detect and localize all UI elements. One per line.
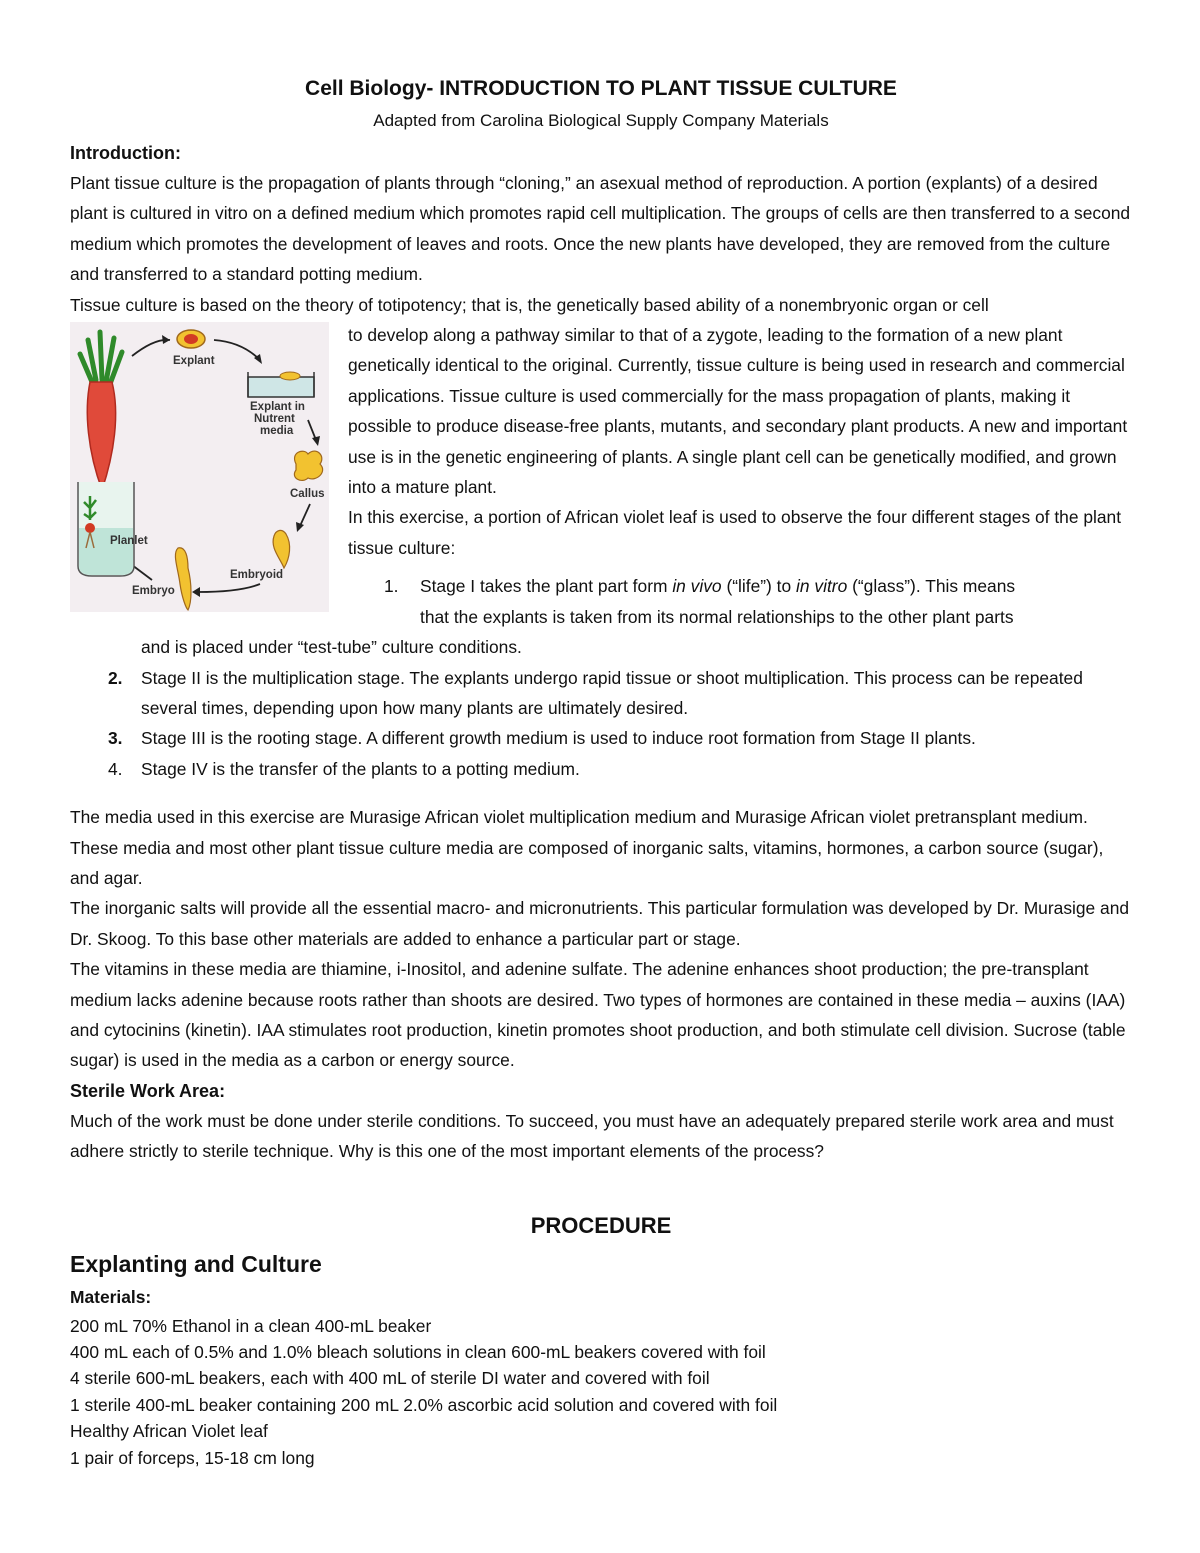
stage-number: 1. — [384, 576, 399, 597]
label-nutrient-1: Explant in — [250, 401, 305, 414]
intro-heading: Introduction: — [70, 143, 181, 163]
material-item: 4 sterile 600-mL beakers, each with 400 mL of sterile DI water and covered with foil — [70, 1368, 710, 1389]
material-item: Healthy African Violet leaf — [70, 1421, 268, 1442]
tissue-culture-cycle-figure — [70, 322, 329, 612]
callus-icon — [294, 451, 322, 480]
intro-paragraph-2-lead: Tissue culture is based on the theory of totipotency; that is, the genetically based ability of a nonembryonic organ or cell — [70, 294, 989, 315]
label-nutrient-2: Nutrent — [254, 413, 295, 426]
stage-number: 2. — [108, 667, 123, 688]
svg-text:Explant in Nutrent — [250, 401, 308, 437]
stage-number: 3. — [108, 728, 123, 749]
stage-item-2: 2. Stage II is the multiplication stage. The explants undergo rapid tissue or shoot multiplication. This process can be repeated several times, depending upon how many plants are ultimately desired. — [70, 663, 1132, 724]
cycle-diagram — [70, 322, 329, 612]
media-paragraph-3: The vitamins in these media are thiamine, i-Inositol, and adenine sulfate. The adenine enhances shoot production; the pre-transplant medium lacks adenine because roots rather than shoots are desired. Two types of hormones are contained in these media – auxins (IAA) and cytocinins (kinetin). IAA stimulates root production, kinetin promotes shoot production, and both stimulate cell division. Sucrose (table sugar) is used in the media as a carbon or energy source. — [70, 959, 1126, 1071]
test-tube-planlet-icon — [78, 482, 134, 576]
stage-number: 4. — [108, 758, 123, 779]
label-callus: Callus — [290, 488, 325, 501]
stages-list — [70, 571, 1132, 784]
label-nutrient-3: media — [260, 425, 294, 438]
sterile-paragraph: Much of the work must be done under sterile conditions. To succeed, you must have an adequately prepared sterile work area and must adhere strictly to sterile technique. Why is this one of the most important elements of the process? — [70, 1110, 1114, 1162]
section-heading: Explanting and Culture — [70, 1250, 322, 1277]
media-paragraph-2: The inorganic salts will provide all the essential macro- and micronutrients. This particular formulation was developed by Dr. Murasige and Dr. Skoog. To this base other materials are added to enhance a particular part or stage. — [70, 898, 1130, 949]
stage-item-3: 3. Stage III is the rooting stage. A different growth medium is used to induce root formation from Stage II plants. — [70, 723, 1132, 753]
intro-paragraph-2: to develop along a pathway similar to that of a zygote, leading to the formation of a new plant genetically identical to the original. Currently, tissue culture is being used in research and commercial applications. Tissue culture is used commercially for the mass propagation of plants, making it possible to produce disease-free plants, mutants, and secondary plant products. A new and important use is in the genetic engineering of plants. A single plant cell can be genetically modified, and grown into a mature plant. — [348, 325, 1128, 498]
carrot-icon — [80, 332, 122, 490]
page-subtitle: Adapted from Carolina Biological Supply Company Materials — [373, 111, 829, 130]
materials-heading: Materials: — [70, 1286, 152, 1307]
label-explant: Explant — [173, 355, 215, 368]
embryoid-icon — [273, 530, 290, 568]
document-page — [70, 74, 1132, 1471]
media-paragraph-1: The media used in this exercise are Murasige African violet multiplication medium and Murasige African violet pretransplant medium. These media and most other plant tissue culture media are composed of inorganic salts, vitamins, hormones, a carbon source (sugar), and agar. — [70, 807, 1104, 888]
stage-item-4: 4. Stage IV is the transfer of the plants to a potting medium. — [70, 754, 1132, 784]
intro-paragraph-3: In this exercise, a portion of African violet leaf is used to observe the four different stages of the plant tissue culture: — [348, 507, 1122, 558]
label-embryo: Embryo — [132, 585, 175, 598]
label-embryoid: Embryoid — [230, 569, 284, 582]
material-item: 1 sterile 400-mL beaker containing 200 mL 2.0% ascorbic acid solution and covered with foil — [70, 1394, 778, 1415]
stage-item-1: 1. Stage I takes the plant part form in vivo (“life”) to in vitro (“glass”). This means that the explants is taken from its normal relationships to the other plant parts and is placed under “test-tube” culture conditions. — [70, 571, 1132, 662]
material-item: 400 mL each of 0.5% and 1.0% bleach solutions in clean 600-mL beakers covered with foil — [70, 1342, 766, 1362]
material-item: 1 pair of forceps, 15-18 cm long — [70, 1447, 315, 1468]
page-title: Cell Biology- INTRODUCTION TO PLANT TISSUE CULTURE — [305, 77, 897, 100]
sterile-heading: Sterile Work Area: — [70, 1080, 226, 1101]
materials-block — [70, 1281, 1132, 1471]
label-planlet: Planlet — [110, 535, 148, 548]
material-item: 200 mL 70% Ethanol in a clean 400-mL beaker — [70, 1315, 432, 1336]
procedure-heading: PROCEDURE — [530, 1212, 672, 1238]
petri-dish-icon — [248, 372, 314, 397]
intro-paragraph-1: Plant tissue culture is the propagation of plants through “cloning,” an asexual method of reproduction. A portion (explants) of a desired plant is cultured in vitro on a defined medium which promotes rapid cell multiplication. The groups of cells are then transferred to a second medium which promotes the development of leaves and roots. Once the new plants have developed, they are removed from the culture and transferred to a standard potting medium. — [70, 173, 1131, 285]
